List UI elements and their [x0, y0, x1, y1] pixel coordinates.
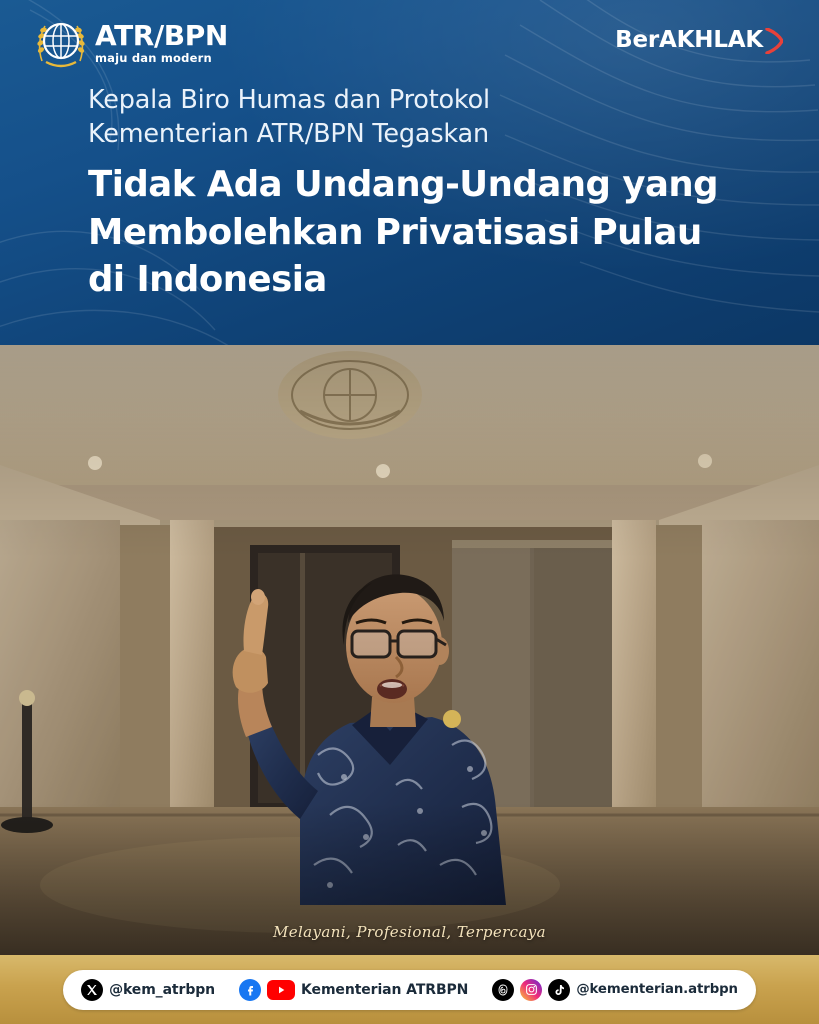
header-banner — [0, 0, 819, 345]
berakhlak-prefix: Ber — [615, 27, 660, 53]
footer-bar — [0, 955, 819, 1024]
handle-x: @kem_atrbpn — [109, 981, 216, 998]
social-account-facebook-youtube[interactable] — [239, 979, 468, 1001]
facebook-icon[interactable] — [239, 979, 261, 1001]
berakhlak-swoosh-icon — [765, 28, 783, 59]
handle-facebook-youtube: Kementerian ATRBPN — [301, 981, 469, 998]
logo-wordmark — [95, 19, 228, 65]
x-twitter-icon[interactable] — [81, 979, 103, 1001]
social-media-pill — [63, 970, 756, 1010]
social-account-x[interactable] — [81, 979, 215, 1001]
atrbpn-logo — [34, 14, 228, 70]
handle-instagram-tiktok: @kementerian.atrbpn — [576, 982, 738, 997]
youtube-icon[interactable] — [267, 980, 295, 1000]
berakhlak-wordmark — [615, 27, 763, 53]
logo-title: ATR/BPN — [95, 19, 228, 53]
threads-icon[interactable] — [492, 979, 514, 1001]
atrbpn-emblem-icon — [34, 14, 88, 70]
logo-subtitle: maju dan modern — [95, 51, 212, 66]
tiktok-icon[interactable] — [548, 979, 570, 1001]
berakhlak-suffix: AKHLAK — [659, 27, 763, 53]
news-photo — [0, 345, 819, 955]
berakhlak-logo — [615, 27, 783, 59]
headline-line-3: di Indonesia — [88, 258, 327, 300]
kicker-line-2: Kementerian ATR/BPN Tegaskan — [88, 118, 489, 149]
kicker-line-1: Kepala Biro Humas dan Protokol — [88, 85, 490, 115]
photo-tagline: Melayani, Profesional, Terpercaya — [272, 923, 547, 941]
headline-block — [88, 84, 748, 303]
instagram-icon[interactable] — [520, 979, 542, 1001]
social-account-instagram-tiktok[interactable] — [492, 979, 738, 1001]
headline-line-2: Membolehkan Privatisasi Pulau — [88, 211, 702, 253]
headline-line-1: Tidak Ada Undang-Undang yang — [88, 164, 719, 206]
